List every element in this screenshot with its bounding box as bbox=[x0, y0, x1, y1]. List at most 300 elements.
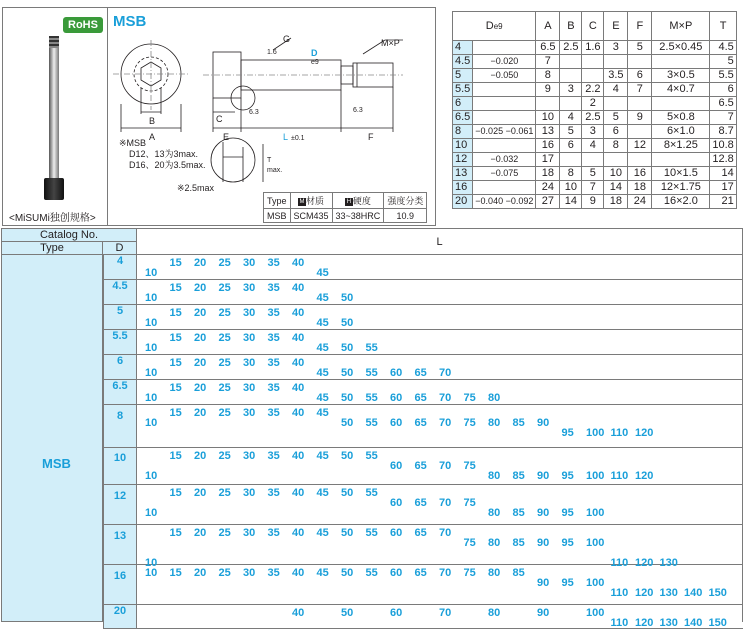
bolt-head-image bbox=[44, 178, 64, 200]
spec-cell: 17 bbox=[710, 181, 736, 195]
spec-cell bbox=[604, 97, 628, 111]
length-value: 95 bbox=[561, 537, 574, 549]
length-value: 70 bbox=[439, 460, 452, 472]
length-value: 150 bbox=[708, 587, 727, 599]
length-value: 25 bbox=[218, 357, 231, 369]
spec-row bbox=[453, 55, 737, 69]
spec-cell bbox=[560, 69, 582, 83]
spec-cell: 16×2.0 bbox=[652, 195, 710, 209]
spec-header-d bbox=[453, 12, 536, 41]
length-value: 25 bbox=[218, 450, 231, 462]
spec-header: E bbox=[604, 12, 628, 41]
spec-cell: 10×1.5 bbox=[652, 167, 710, 181]
length-value: 80 bbox=[488, 417, 501, 429]
length-value: 90 bbox=[537, 507, 550, 519]
length-value: 75 bbox=[463, 392, 476, 404]
length-value: 50 bbox=[341, 292, 354, 304]
spec-cell: 6 bbox=[604, 125, 628, 139]
spec-cell: 12 bbox=[628, 139, 652, 153]
spec-cell: 18 bbox=[628, 181, 652, 195]
length-value: 55 bbox=[365, 567, 378, 579]
spec-cell: 17 bbox=[536, 153, 560, 167]
dim-label-l-tol: ±0.1 bbox=[291, 135, 305, 142]
spec-tol-cell bbox=[473, 41, 536, 55]
spec-d-cell: 16 bbox=[453, 181, 473, 195]
length-value: 85 bbox=[512, 470, 525, 482]
material-cell: 10.9 bbox=[384, 209, 427, 223]
dim-label-g: G bbox=[283, 34, 291, 44]
length-value: 80 bbox=[488, 537, 501, 549]
length-value: 15 bbox=[169, 257, 182, 269]
dim-label-mxp: M×P bbox=[381, 38, 400, 48]
d-value: 10 bbox=[103, 448, 137, 484]
length-value: 10 bbox=[145, 567, 158, 579]
d-value: 4.5 bbox=[103, 280, 137, 304]
length-value: 55 bbox=[365, 417, 378, 429]
length-value: 20 bbox=[194, 332, 207, 344]
length-value: 40 bbox=[292, 607, 305, 619]
length-value: 40 bbox=[292, 567, 305, 579]
material-cell: 33~38HRC bbox=[332, 209, 384, 223]
spec-cell: 10 bbox=[536, 111, 560, 125]
length-value: 80 bbox=[488, 470, 501, 482]
length-value: 10 bbox=[145, 470, 158, 482]
spec-cell: 3 bbox=[604, 41, 628, 55]
length-value: 90 bbox=[537, 417, 550, 429]
length-value: 65 bbox=[414, 367, 427, 379]
length-value: 60 bbox=[390, 527, 403, 539]
length-value: 35 bbox=[267, 450, 280, 462]
size-row bbox=[103, 280, 743, 305]
d-header: D bbox=[103, 242, 137, 255]
d-value: 12 bbox=[103, 485, 137, 524]
spec-cell bbox=[652, 55, 710, 69]
spec-header: M×P bbox=[652, 12, 710, 41]
dim-label-t: T bbox=[267, 157, 272, 164]
spec-cell: 18 bbox=[536, 167, 560, 181]
length-value: 95 bbox=[561, 507, 574, 519]
note-line: D16、20为3.5max. bbox=[129, 160, 206, 170]
length-value: 60 bbox=[390, 417, 403, 429]
dim-label-d: D bbox=[311, 48, 318, 58]
l-header: L bbox=[137, 228, 743, 255]
type-header: Type bbox=[1, 242, 103, 255]
spec-cell: 7 bbox=[582, 181, 604, 195]
spec-cell: 2.5×0.45 bbox=[652, 41, 710, 55]
spec-d-cell: 12 bbox=[453, 153, 473, 167]
length-value: 100 bbox=[586, 537, 605, 549]
spec-row bbox=[453, 167, 737, 181]
length-value: 120 bbox=[635, 617, 654, 629]
spec-cell: 2.2 bbox=[582, 83, 604, 97]
length-value: 95 bbox=[561, 470, 574, 482]
spec-cell: 5.5 bbox=[710, 69, 736, 83]
dimension-table bbox=[452, 11, 737, 209]
spec-row bbox=[453, 83, 737, 97]
length-value: 120 bbox=[635, 470, 654, 482]
spec-cell: 3×0.5 bbox=[652, 69, 710, 83]
spec-cell: 10.8 bbox=[710, 139, 736, 153]
spec-row bbox=[453, 181, 737, 195]
length-value: 110 bbox=[610, 587, 629, 599]
length-value: 45 bbox=[316, 342, 329, 354]
length-value: 120 bbox=[635, 557, 654, 569]
length-value: 30 bbox=[243, 257, 256, 269]
length-value: 80 bbox=[488, 507, 501, 519]
d-value: 6.5 bbox=[103, 380, 137, 404]
spec-cell: 3 bbox=[560, 83, 582, 97]
length-value: 15 bbox=[169, 357, 182, 369]
length-value: 65 bbox=[414, 460, 427, 472]
spec-d-cell: 20 bbox=[453, 195, 473, 209]
length-value: 20 bbox=[194, 307, 207, 319]
spec-cell bbox=[560, 97, 582, 111]
material-header: 强度分类 bbox=[384, 193, 427, 209]
spec-cell: 6.5 bbox=[710, 97, 736, 111]
length-value: 75 bbox=[463, 460, 476, 472]
spec-cell: 4.5 bbox=[710, 41, 736, 55]
dim-label-6-3b: 6.3 bbox=[249, 109, 259, 116]
length-value: 10 bbox=[145, 557, 158, 569]
dim-label-c: C bbox=[216, 114, 223, 124]
brand-note: <MiSUMi独创规格> bbox=[9, 213, 96, 224]
spec-body bbox=[453, 41, 737, 209]
length-value: 75 bbox=[463, 417, 476, 429]
length-value: 85 bbox=[512, 417, 525, 429]
spec-cell bbox=[582, 69, 604, 83]
spec-cell: 4 bbox=[560, 111, 582, 125]
length-value: 70 bbox=[439, 497, 452, 509]
length-value: 15 bbox=[169, 527, 182, 539]
spec-cell: 5×0.8 bbox=[652, 111, 710, 125]
length-value: 100 bbox=[586, 507, 605, 519]
d-value: 16 bbox=[103, 565, 137, 604]
spec-cell: 6×1.0 bbox=[652, 125, 710, 139]
spec-header: C bbox=[582, 12, 604, 41]
length-value: 100 bbox=[586, 470, 605, 482]
spec-cell: 8 bbox=[560, 167, 582, 181]
spec-cell bbox=[652, 153, 710, 167]
length-value: 120 bbox=[635, 587, 654, 599]
length-value: 15 bbox=[169, 382, 182, 394]
spec-cell: 4 bbox=[582, 139, 604, 153]
spec-cell: 5 bbox=[604, 111, 628, 125]
spec-cell bbox=[604, 55, 628, 69]
type-label: MSB bbox=[42, 456, 71, 471]
length-value: 15 bbox=[169, 307, 182, 319]
spec-d-cell: 10 bbox=[453, 139, 473, 153]
length-value: 40 bbox=[292, 307, 305, 319]
length-value: 60 bbox=[390, 497, 403, 509]
spec-cell: 14 bbox=[604, 181, 628, 195]
length-value: 25 bbox=[218, 527, 231, 539]
spec-cell: 6 bbox=[560, 139, 582, 153]
catalog-no-header: Catalog No. bbox=[1, 228, 137, 242]
length-value: 50 bbox=[341, 417, 354, 429]
note-line: D12、13为3max. bbox=[129, 149, 199, 159]
spec-tol-cell: −0.050 bbox=[473, 69, 536, 83]
note-block bbox=[119, 138, 206, 171]
length-value: 35 bbox=[267, 357, 280, 369]
length-value: 20 bbox=[194, 282, 207, 294]
length-value: 15 bbox=[169, 407, 182, 419]
length-value: 40 bbox=[292, 407, 305, 419]
bolt-shaft-image bbox=[49, 48, 59, 178]
spec-cell: 10 bbox=[560, 181, 582, 195]
length-value: 75 bbox=[463, 497, 476, 509]
length-value: 25 bbox=[218, 567, 231, 579]
length-value: 60 bbox=[390, 567, 403, 579]
spec-cell: 8 bbox=[604, 139, 628, 153]
note-max: ※2.5max bbox=[177, 183, 215, 193]
length-value: 45 bbox=[316, 450, 329, 462]
length-value: 60 bbox=[390, 607, 403, 619]
length-value: 10 bbox=[145, 507, 158, 519]
length-value: 40 bbox=[292, 257, 305, 269]
dim-label-max: max. bbox=[267, 167, 283, 174]
length-value: 30 bbox=[243, 307, 256, 319]
spec-header: F bbox=[628, 12, 652, 41]
spec-cell: 8×1.25 bbox=[652, 139, 710, 153]
length-value: 65 bbox=[414, 497, 427, 509]
dim-label-1-6: 1.6 bbox=[267, 49, 277, 56]
spec-cell: 21 bbox=[710, 195, 736, 209]
length-value: 10 bbox=[145, 317, 158, 329]
length-value: 60 bbox=[390, 392, 403, 404]
spec-d-cell: 6.5 bbox=[453, 111, 473, 125]
d-value: 8 bbox=[103, 405, 137, 447]
length-value: 35 bbox=[267, 382, 280, 394]
length-value: 25 bbox=[218, 382, 231, 394]
length-value: 20 bbox=[194, 527, 207, 539]
spec-d-cell: 13 bbox=[453, 167, 473, 181]
length-value: 110 bbox=[610, 557, 629, 569]
note-title: ※MSB bbox=[119, 138, 147, 148]
size-row bbox=[103, 255, 743, 280]
spec-cell: 8 bbox=[536, 69, 560, 83]
length-value: 50 bbox=[341, 392, 354, 404]
material-cell: SCM435 bbox=[290, 209, 332, 223]
length-value: 20 bbox=[194, 450, 207, 462]
spec-d-cell: 4.5 bbox=[453, 55, 473, 69]
length-value: 45 bbox=[316, 527, 329, 539]
length-value: 30 bbox=[243, 567, 256, 579]
spec-header: T bbox=[710, 12, 736, 41]
length-value: 50 bbox=[341, 367, 354, 379]
size-row bbox=[103, 525, 743, 569]
length-value: 60 bbox=[390, 367, 403, 379]
spec-cell bbox=[582, 153, 604, 167]
length-value: 110 bbox=[610, 427, 629, 439]
length-value: 25 bbox=[218, 487, 231, 499]
spec-cell: 9 bbox=[582, 195, 604, 209]
size-row bbox=[103, 448, 743, 485]
spec-cell: 27 bbox=[536, 195, 560, 209]
spec-tol-cell: −0.032 bbox=[473, 153, 536, 167]
d-value: 13 bbox=[103, 525, 137, 564]
length-value: 30 bbox=[243, 357, 256, 369]
spec-cell: 12.8 bbox=[710, 153, 736, 167]
length-value: 75 bbox=[463, 567, 476, 579]
spec-cell: 16 bbox=[628, 167, 652, 181]
spec-header: B bbox=[560, 12, 582, 41]
spec-header: A bbox=[536, 12, 560, 41]
length-value: 50 bbox=[341, 450, 354, 462]
spec-cell: 7 bbox=[710, 111, 736, 125]
length-value: 25 bbox=[218, 282, 231, 294]
length-value: 15 bbox=[169, 332, 182, 344]
length-value: 30 bbox=[243, 282, 256, 294]
length-value: 85 bbox=[512, 507, 525, 519]
spec-cell bbox=[582, 55, 604, 69]
spec-row bbox=[453, 111, 737, 125]
dim-label-6-3a: 6.3 bbox=[353, 107, 363, 114]
spec-cell: 6 bbox=[710, 83, 736, 97]
length-value: 70 bbox=[439, 367, 452, 379]
spec-cell: 10 bbox=[604, 167, 628, 181]
length-value: 70 bbox=[439, 607, 452, 619]
length-value: 10 bbox=[145, 292, 158, 304]
spec-cell: 7 bbox=[628, 83, 652, 97]
length-value: 40 bbox=[292, 332, 305, 344]
m-icon: M bbox=[299, 198, 305, 205]
spec-cell: 4 bbox=[604, 83, 628, 97]
spec-cell: 16 bbox=[536, 139, 560, 153]
spec-cell: 4×0.7 bbox=[652, 83, 710, 97]
length-value: 20 bbox=[194, 382, 207, 394]
spec-cell: 6.5 bbox=[536, 41, 560, 55]
spec-d-cell: 5.5 bbox=[453, 83, 473, 97]
size-row bbox=[103, 355, 743, 380]
spec-d-cell: 6 bbox=[453, 97, 473, 111]
spec-cell: 1.6 bbox=[582, 41, 604, 55]
length-value: 50 bbox=[341, 317, 354, 329]
spec-d-cell: 8 bbox=[453, 125, 473, 139]
material-header-text: 硬度 bbox=[352, 196, 371, 206]
length-value: 120 bbox=[635, 427, 654, 439]
length-value: 35 bbox=[267, 282, 280, 294]
length-value: 55 bbox=[365, 527, 378, 539]
spec-row bbox=[453, 97, 737, 111]
length-value: 50 bbox=[341, 342, 354, 354]
material-header bbox=[290, 193, 332, 209]
length-value: 55 bbox=[365, 392, 378, 404]
dim-label-e: E bbox=[223, 132, 230, 142]
spec-cell: 5 bbox=[560, 125, 582, 139]
size-row bbox=[103, 605, 743, 629]
spec-d-cell: 4 bbox=[453, 41, 473, 55]
rohs-badge: RoHS bbox=[63, 17, 103, 33]
length-value: 30 bbox=[243, 382, 256, 394]
length-value: 35 bbox=[267, 332, 280, 344]
length-value: 25 bbox=[218, 257, 231, 269]
spec-cell: 12×1.75 bbox=[652, 181, 710, 195]
spec-cell: 8.7 bbox=[710, 125, 736, 139]
spec-cell bbox=[628, 125, 652, 139]
spec-cell bbox=[652, 97, 710, 111]
spec-row bbox=[453, 41, 737, 55]
spec-cell bbox=[560, 153, 582, 167]
d-value: 20 bbox=[103, 605, 137, 628]
material-header: Type bbox=[264, 193, 291, 209]
spec-cell: 5 bbox=[628, 41, 652, 55]
length-value: 20 bbox=[194, 407, 207, 419]
length-value: 20 bbox=[194, 357, 207, 369]
length-value: 65 bbox=[414, 567, 427, 579]
length-value: 90 bbox=[537, 577, 550, 589]
d-value: 5 bbox=[103, 305, 137, 329]
length-value: 70 bbox=[439, 527, 452, 539]
spec-cell: 2.5 bbox=[582, 111, 604, 125]
size-row bbox=[103, 485, 743, 525]
length-value: 15 bbox=[169, 450, 182, 462]
dim-label-f: F bbox=[368, 132, 374, 142]
material-table bbox=[263, 192, 427, 223]
length-value: 110 bbox=[610, 617, 629, 629]
d-value: 4 bbox=[103, 255, 137, 279]
spec-cell: 13 bbox=[536, 125, 560, 139]
length-value: 40 bbox=[292, 357, 305, 369]
length-value: 10 bbox=[145, 417, 158, 429]
length-value: 40 bbox=[292, 527, 305, 539]
length-value: 20 bbox=[194, 487, 207, 499]
spec-cell bbox=[560, 55, 582, 69]
material-header bbox=[332, 193, 384, 209]
h-icon: H bbox=[346, 198, 352, 205]
length-value: 30 bbox=[243, 407, 256, 419]
length-value: 100 bbox=[586, 607, 605, 619]
length-value: 100 bbox=[586, 427, 605, 439]
spec-row bbox=[453, 195, 737, 209]
size-row bbox=[103, 305, 743, 330]
length-value: 130 bbox=[659, 587, 678, 599]
length-value: 45 bbox=[316, 267, 329, 279]
length-value: 70 bbox=[439, 567, 452, 579]
spec-tol-cell: −0.025 −0.061 bbox=[473, 125, 536, 139]
length-value: 50 bbox=[341, 607, 354, 619]
length-value: 85 bbox=[512, 567, 525, 579]
length-value: 110 bbox=[610, 470, 629, 482]
dim-label-a: A bbox=[149, 132, 156, 142]
length-value: 20 bbox=[194, 257, 207, 269]
spec-cell: 3 bbox=[582, 125, 604, 139]
dim-label-e9: e9 bbox=[311, 59, 319, 66]
spec-tol-cell: −0.040 −0.092 bbox=[473, 195, 536, 209]
length-value: 15 bbox=[169, 282, 182, 294]
length-value: 50 bbox=[341, 487, 354, 499]
spec-tol-cell: −0.020 bbox=[473, 55, 536, 69]
length-value: 80 bbox=[488, 607, 501, 619]
length-value: 140 bbox=[684, 587, 703, 599]
length-value: 50 bbox=[341, 527, 354, 539]
spec-cell: 24 bbox=[628, 195, 652, 209]
spec-cell: 9 bbox=[628, 111, 652, 125]
spec-cell: 6 bbox=[628, 69, 652, 83]
length-value: 70 bbox=[439, 392, 452, 404]
length-value: 80 bbox=[488, 392, 501, 404]
d-value: 6 bbox=[103, 355, 137, 379]
spec-cell bbox=[536, 97, 560, 111]
spec-cell: 3.5 bbox=[604, 69, 628, 83]
length-value: 90 bbox=[537, 607, 550, 619]
length-value: 40 bbox=[292, 282, 305, 294]
length-value: 130 bbox=[659, 557, 678, 569]
technical-drawing bbox=[113, 32, 433, 202]
spec-cell bbox=[628, 55, 652, 69]
length-value: 15 bbox=[169, 487, 182, 499]
spec-cell: 2.5 bbox=[560, 41, 582, 55]
dim-label-l: L bbox=[283, 132, 289, 142]
